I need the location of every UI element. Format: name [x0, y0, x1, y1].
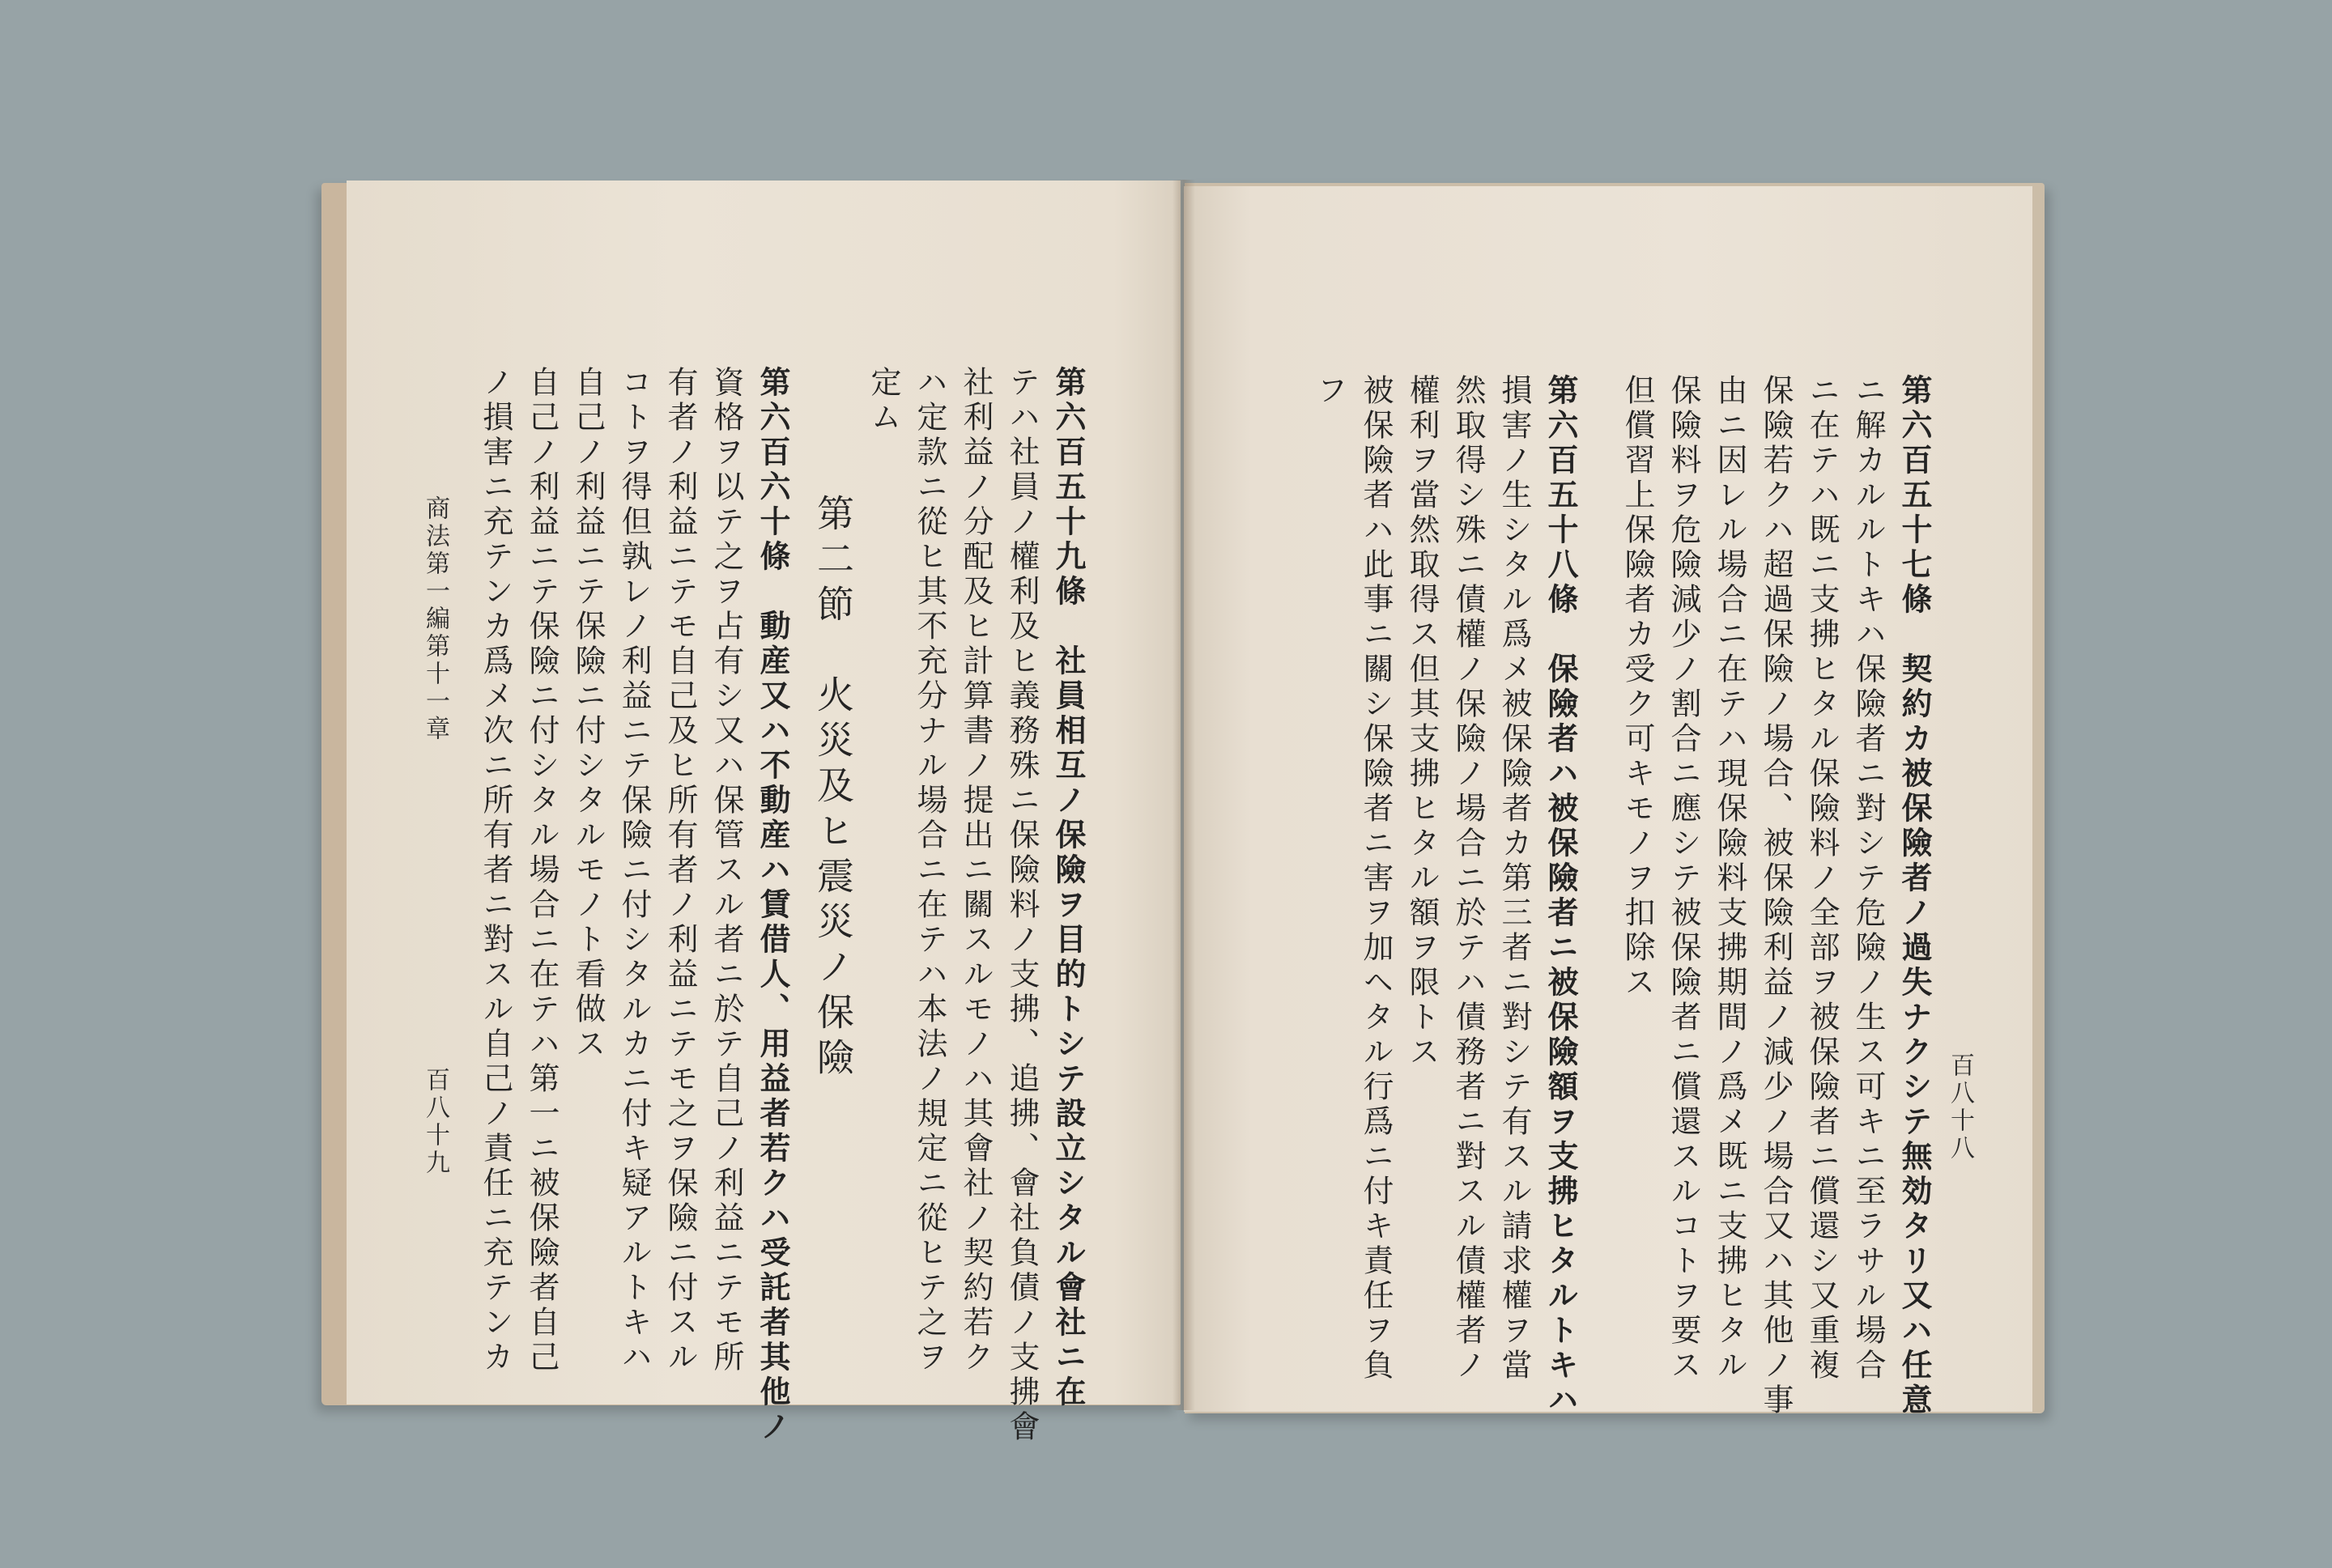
left-column-4: ハ定款ニ從ヒ其不充分ナル場合ニ在テハ本法ノ規定ニ從ヒテ之ヲ — [912, 366, 947, 1375]
right-column-5: 由ニ因レル場合ニ在テハ現保險料支拂期間ノ爲メ既ニ支拂ヒタル — [1712, 374, 1747, 1383]
right-column-3: ニ在テハ既ニ支拂ヒタル保險料ノ全部ヲ被保險者ニ償還シ又重複 — [1804, 374, 1840, 1383]
right-column-10: 然取得シ殊ニ債權ノ保險ノ場合ニ於テハ債務者ニ對スル債權者ノ — [1450, 374, 1486, 1383]
left-column-5: 定ム — [866, 366, 901, 436]
right-column-9: 損害ノ生シタル爲メ被保險者カ第三者ニ對シテ有スル請求權ヲ當 — [1496, 374, 1532, 1383]
right-column-7: 但償習上保險者カ受ク可キモノヲ扣除ス — [1619, 374, 1655, 1001]
book-gutter — [1172, 180, 1195, 1410]
right-column-12: 被保險者ハ此事ニ關シ保險者ニ害ヲ加ヘタル行爲ニ付キ責任ヲ負 — [1358, 374, 1394, 1383]
right-column-2: ニ解カルルトキハ保險者ニ對シテ危險ノ生ス可キニ至ラサル場合 — [1850, 374, 1886, 1383]
left-column-2: テハ社員ノ權利及ヒ義務殊ニ保險料ノ支拂、追拂、會社負債ノ支拂會 — [1004, 366, 1040, 1445]
right-column-8: 第六百五十八條 保險者ハ被保險者ニ被保險額ヲ支拂ヒタルトキハ — [1543, 374, 1579, 1418]
right-column-1: 第六百五十七條 契約カ被保險者ノ過失ナクシテ無効タリ又ハ任意 — [1896, 374, 1933, 1418]
section-heading: 第二節 火災及ヒ震災ノ保險 — [811, 494, 855, 1083]
left-column-10: 自己ノ利益ニテ保險ニ付シタルモノト看做ス — [570, 366, 606, 1062]
left-page-number: 百八十九 — [421, 1067, 449, 1177]
left-column-11: 自己ノ利益ニテ保險ニ付シタル場合ニ在テハ第一ニ被保險者自己 — [524, 366, 560, 1375]
right-column-4: 保險若クハ超過保險ノ場合、被保險利益ノ減少ノ場合又ハ其他ノ事 — [1758, 374, 1794, 1418]
left-column-8: 有者ノ利益ニテモ自己及ヒ所有者ノ利益ニテモ之ヲ保險ニ付スル — [662, 366, 698, 1375]
right-column-13: フ — [1312, 374, 1347, 409]
left-column-3: 社利益ノ分配及ヒ計算書ノ提出ニ關スルモノハ其會社ノ契約若ク — [958, 366, 994, 1375]
left-column-1: 第六百五十九條 社員相互ノ保險ヲ目的トシテ設立シタル會社ニ在 — [1050, 366, 1087, 1410]
running-head: 商法第一編第十一章 — [421, 495, 449, 743]
left-column-7: 資格ヲ以テ之ヲ占有シ又ハ保管スル者ニ於テ自己ノ利益ニテモ所 — [709, 366, 744, 1375]
right-column-11: 權利ヲ當然取得ス但其支拂ヒタル額ヲ限トス — [1404, 374, 1440, 1070]
left-column-9: コトヲ得但孰レノ利益ニテ保險ニ付シタルカニ付キ疑アルトキハ — [616, 366, 652, 1375]
left-column-12: ノ損害ニ充テンカ爲メ次ニ所有者ニ對スル自己ノ責任ニ充テンカ — [478, 366, 513, 1375]
right-column-6: 保險料ヲ危險減少ノ割合ニ應シテ被保險者ニ償還スルコトヲ要ス — [1666, 374, 1701, 1383]
left-column-6: 第六百六十條 動産又ハ不動産ハ賃借人、用益者若クハ受託者其他ノ — [755, 366, 791, 1445]
right-page-number: 百八十八 — [1946, 1052, 1974, 1162]
